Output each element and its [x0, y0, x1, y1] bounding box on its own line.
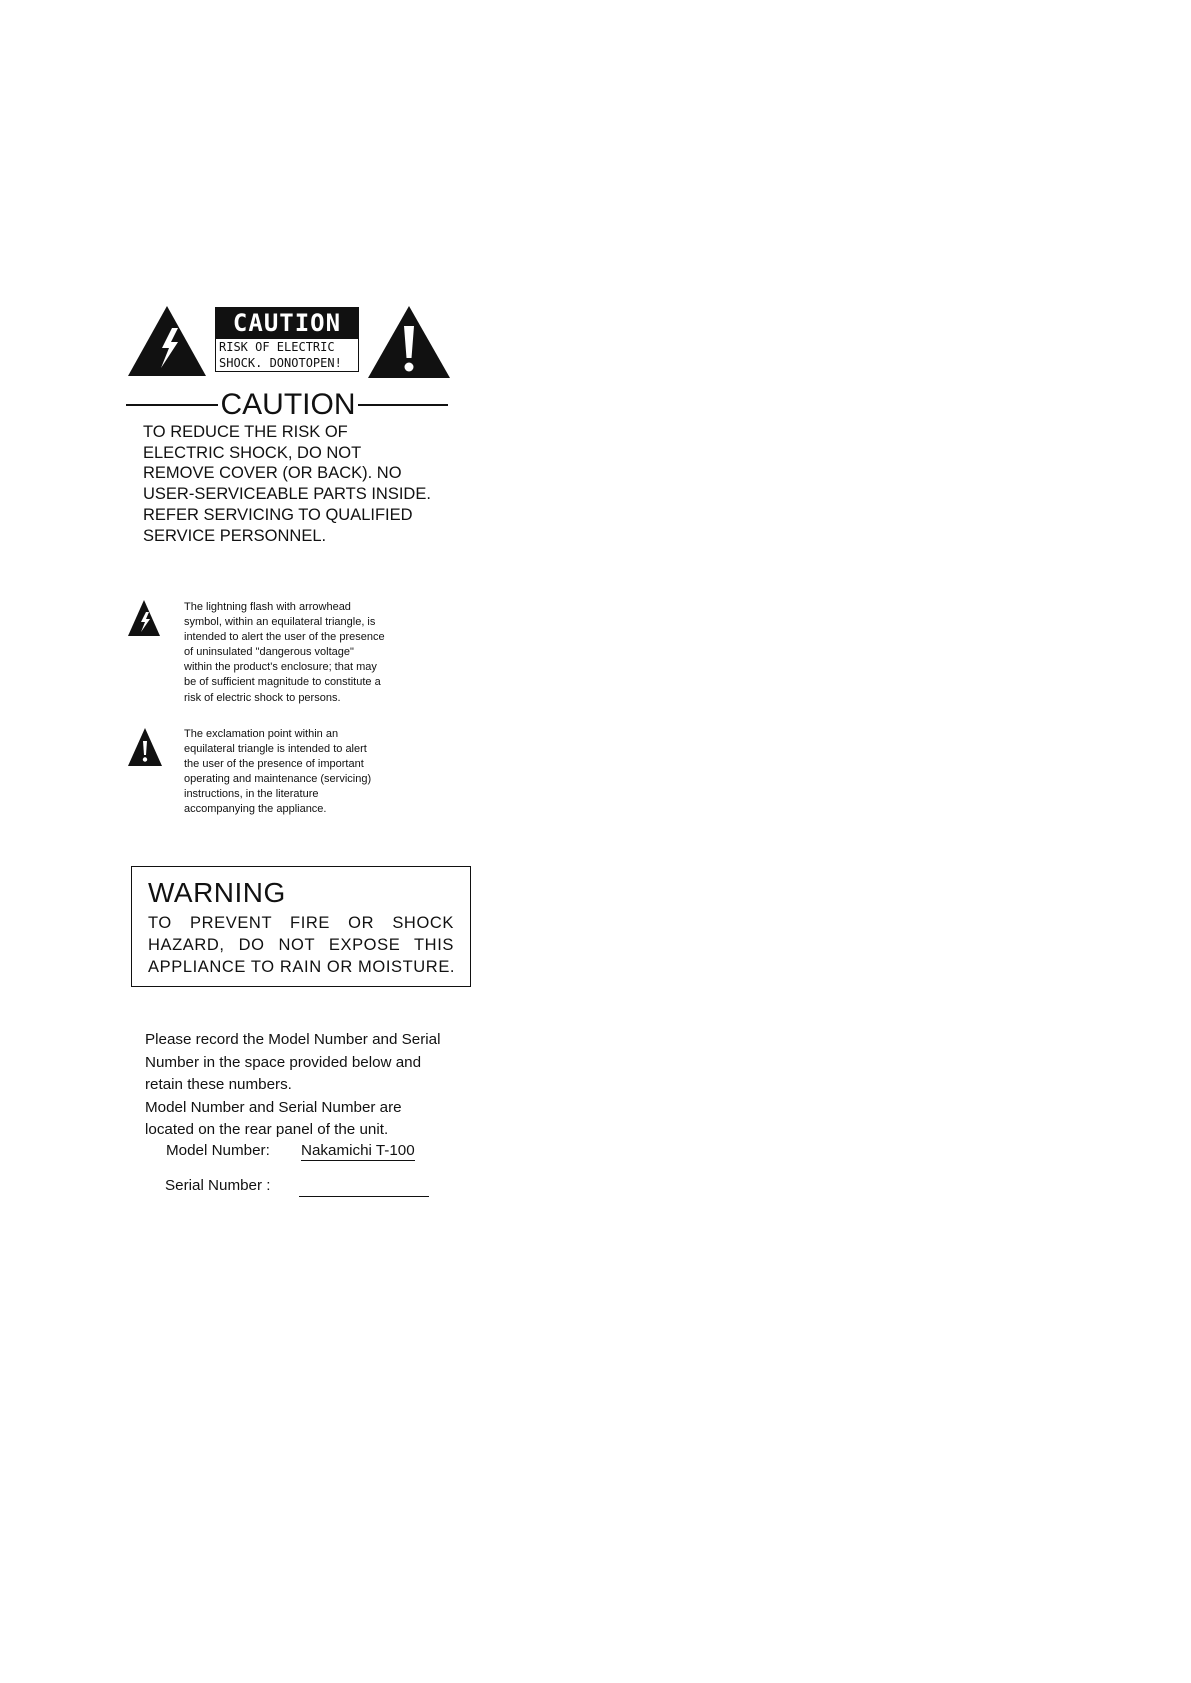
warning-line: APPLIANCE TO RAIN OR MOISTURE. [148, 958, 456, 976]
lightning-triangle-icon [128, 600, 160, 636]
exclamation-explanation-text [184, 727, 474, 818]
warning-text [148, 912, 454, 978]
caution-sticker-body [215, 339, 359, 372]
caution-text [143, 422, 463, 546]
explanation-line: operating and maintenance (servicing) [184, 773, 372, 786]
caution-sticker-header: CAUTION [215, 307, 359, 339]
record-line: Number in the space provided below and [145, 1053, 422, 1071]
caution-label [128, 304, 450, 380]
exclamation-triangle-icon [128, 728, 162, 766]
caution-line: USER-SERVICEABLE PARTS INSIDE. [143, 485, 431, 504]
explanation-line: the user of the presence of important [184, 758, 364, 771]
explanation-line: The lightning flash with arrowhead [184, 601, 351, 613]
caution-heading [126, 388, 448, 422]
warning-line: TO PREVENT FIRE OR SHOCK [148, 914, 454, 932]
divider [358, 404, 448, 406]
warning-title: WARNING [148, 877, 286, 908]
warning-line: HAZARD, DO NOT EXPOSE THIS [148, 936, 454, 954]
explanation-line: be of sufficient magnitude to constitute a [184, 676, 381, 689]
caution-line: REMOVE COVER (OR BACK). NO [143, 464, 402, 483]
caution-line: ELECTRIC SHOCK, DO NOT [143, 443, 362, 462]
divider [126, 404, 218, 406]
serial-number-label: Serial Number : [165, 1177, 271, 1194]
record-line: Model Number and Serial Number are [145, 1098, 402, 1116]
record-instructions [145, 1029, 475, 1142]
model-number-label: Model Number: [166, 1142, 270, 1159]
caution-sticker [215, 307, 361, 373]
explanation-line: instructions, in the literature [184, 788, 319, 801]
caution-title: CAUTION [220, 388, 356, 421]
lightning-triangle-icon [128, 306, 206, 376]
lightning-explanation [128, 600, 488, 705]
caution-sticker-line: SHOCK. DONOTOPEN! [219, 356, 342, 370]
explanation-line: equilateral triangle is intended to alert [184, 743, 367, 756]
caution-sticker-line: RISK OF ELECTRIC [219, 340, 335, 354]
explanation-line: The exclamation point within an [184, 728, 339, 740]
model-number-row [166, 1142, 415, 1159]
record-line: located on the rear panel of the unit. [145, 1121, 389, 1138]
exclamation-explanation [128, 727, 488, 819]
serial-number-blank [299, 1177, 429, 1197]
model-number-value: Nakamichi T-100 [301, 1142, 415, 1159]
exclamation-triangle-icon [368, 306, 450, 378]
explanation-line: symbol, within an equilateral triangle, is [184, 616, 376, 629]
explanation-line: within the product's enclosure; that may [184, 661, 377, 674]
caution-line: REFER SERVICING TO QUALIFIED [143, 505, 413, 524]
explanation-line: intended to alert the user of the presence [184, 631, 385, 644]
explanation-line: accompanying the appliance. [184, 803, 327, 816]
caution-line: SERVICE PERSONNEL. [143, 526, 327, 545]
lightning-explanation-text [184, 600, 474, 706]
caution-line: TO REDUCE THE RISK OF [143, 423, 348, 441]
explanation-line: risk of electric shock to persons. [184, 691, 341, 704]
explanation-line: of uninsulated "dangerous voltage" [184, 646, 354, 659]
record-line: Please record the Model Number and Serial [145, 1031, 441, 1048]
warning-box [131, 866, 471, 987]
record-line: retain these numbers. [145, 1076, 292, 1093]
serial-number-row [165, 1177, 271, 1194]
